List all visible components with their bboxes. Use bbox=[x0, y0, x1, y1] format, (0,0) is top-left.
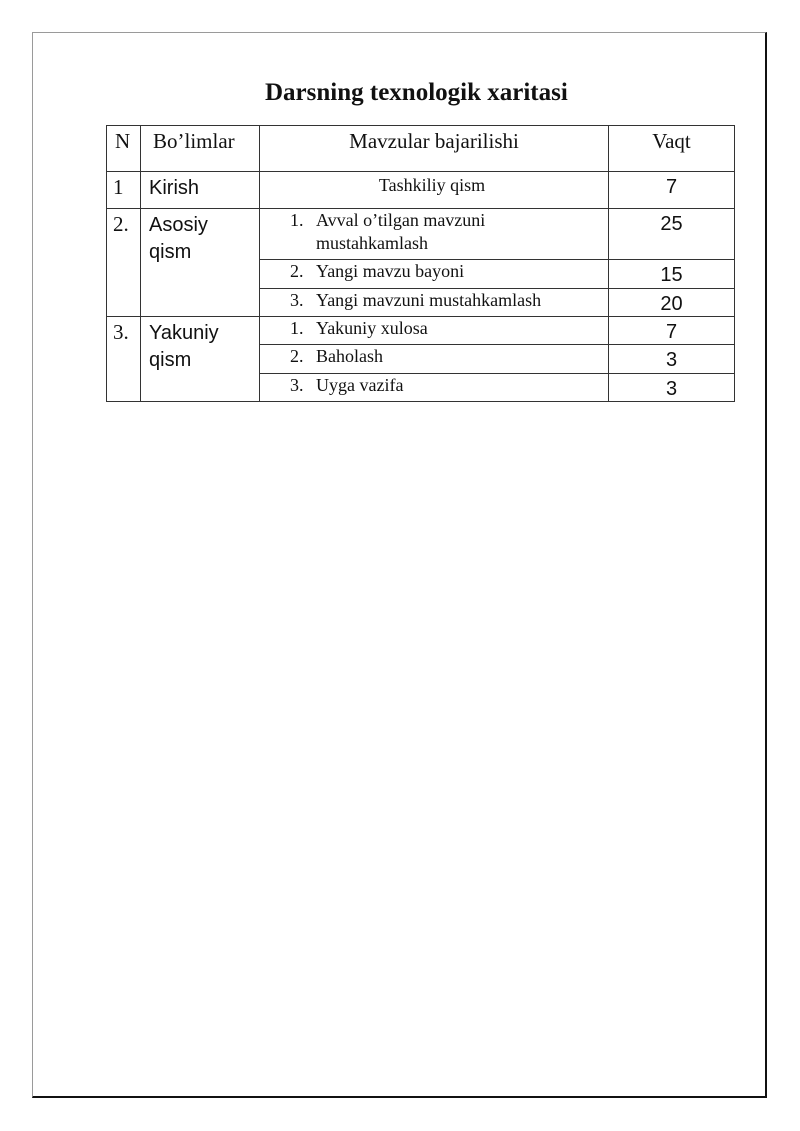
topic-text: Baholash bbox=[316, 346, 383, 367]
time-value: 3 bbox=[609, 345, 735, 373]
header-topics: Mavzular bajarilishi bbox=[260, 126, 609, 172]
section-name: Kirish bbox=[141, 172, 260, 209]
time-value: 7 bbox=[609, 316, 735, 344]
topic-text: Yangi mavzuni mustahkamlash bbox=[316, 289, 542, 310]
topic-text: Uyga vazifa bbox=[316, 374, 404, 395]
topic-number: 1. bbox=[290, 317, 304, 338]
table-row bbox=[107, 316, 735, 344]
lesson-plan-table bbox=[106, 125, 735, 402]
topic-item bbox=[260, 209, 609, 260]
topic-item bbox=[260, 260, 609, 288]
topic-text: Tashkiliy qism bbox=[378, 175, 486, 195]
time-value: 15 bbox=[609, 260, 735, 288]
header-sections: Bo’limlar bbox=[141, 126, 260, 172]
table-row bbox=[107, 172, 735, 209]
document-title: Darsning texnologik xaritasi bbox=[265, 79, 568, 106]
topic-item bbox=[260, 345, 609, 373]
topic-number: 2. bbox=[290, 346, 304, 367]
topic-text: Yangi mavzu bayoni bbox=[316, 261, 465, 282]
row-number: 2. bbox=[107, 209, 141, 316]
topic-number: 2. bbox=[290, 261, 304, 282]
time-value: 7 bbox=[609, 172, 735, 209]
topic-item bbox=[260, 373, 609, 401]
time-value: 3 bbox=[609, 373, 735, 401]
topic-item bbox=[260, 172, 609, 209]
header-time: Vaqt bbox=[609, 126, 735, 172]
topic-text: Avval o’tilgan mavzuni mustahkamlash bbox=[316, 210, 486, 254]
topic-number: 1. bbox=[290, 210, 304, 231]
topic-item bbox=[260, 288, 609, 316]
section-name: Asosiy qism bbox=[141, 209, 260, 316]
table-header-row bbox=[107, 126, 735, 172]
table-row bbox=[107, 209, 735, 260]
topic-number: 3. bbox=[290, 289, 304, 310]
row-number: 3. bbox=[107, 316, 141, 401]
row-number: 1 bbox=[107, 172, 141, 209]
topic-number: 3. bbox=[290, 374, 304, 395]
section-name: Yakuniy qism bbox=[141, 316, 260, 401]
time-value: 20 bbox=[609, 288, 735, 316]
topic-item bbox=[260, 316, 609, 344]
topic-text: Yakuniy xulosa bbox=[316, 317, 428, 338]
time-value: 25 bbox=[609, 209, 735, 260]
header-n: N bbox=[107, 126, 141, 172]
